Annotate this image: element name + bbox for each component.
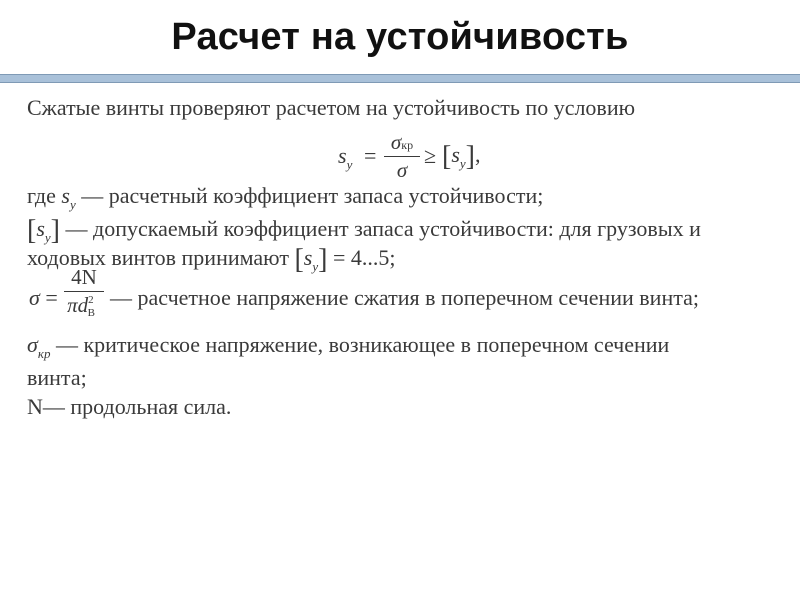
formula-ge: ≥ (424, 143, 437, 168)
fraction-denominator: σ (396, 158, 408, 182)
page-title: Расчет на устойчивость (171, 16, 629, 58)
sigma-fraction-line (64, 291, 104, 292)
definition-sigma-kr-cont: винта; (27, 365, 87, 390)
definition-sigma-kr: $\sigma_{кр}$ — критическое напряжение, возникающее в поперечном сечении (27, 332, 670, 361)
fraction-numerator: σкр (390, 130, 414, 154)
formula-equals: = (364, 143, 377, 168)
sigma-definition: — расчетное напряжение сжатия в поперечном сечении винта; (110, 285, 699, 310)
formula-lhs: $s_y$ (338, 143, 353, 172)
definition-allowable-sy: $[s_y]$ — допускаемый коэффициент запаса устойчивости: для грузовых и (27, 215, 701, 246)
sigma-symbol: σ = (29, 285, 58, 310)
sigma-fraction (64, 265, 104, 319)
allowable-sy-value: ходовых винтов принимают $[s_y] = 4...5$; (27, 244, 396, 275)
definition-sy: где $s_y$ — расчетный коэффициент запаса устойчивости; (27, 183, 544, 212)
formula-fraction (384, 132, 420, 181)
formula-rhs: $[s_y]$, (442, 141, 481, 172)
title-divider (0, 74, 800, 83)
sigma-numerator: 4N (71, 265, 97, 289)
fraction-line (384, 156, 420, 157)
sigma-denominator: $\pi d^2B$ (67, 293, 95, 319)
definition-N: N— продольная сила. (27, 394, 232, 419)
intro-text: Сжатые винты проверяют расчетом на устойчивость по условию (27, 95, 636, 120)
